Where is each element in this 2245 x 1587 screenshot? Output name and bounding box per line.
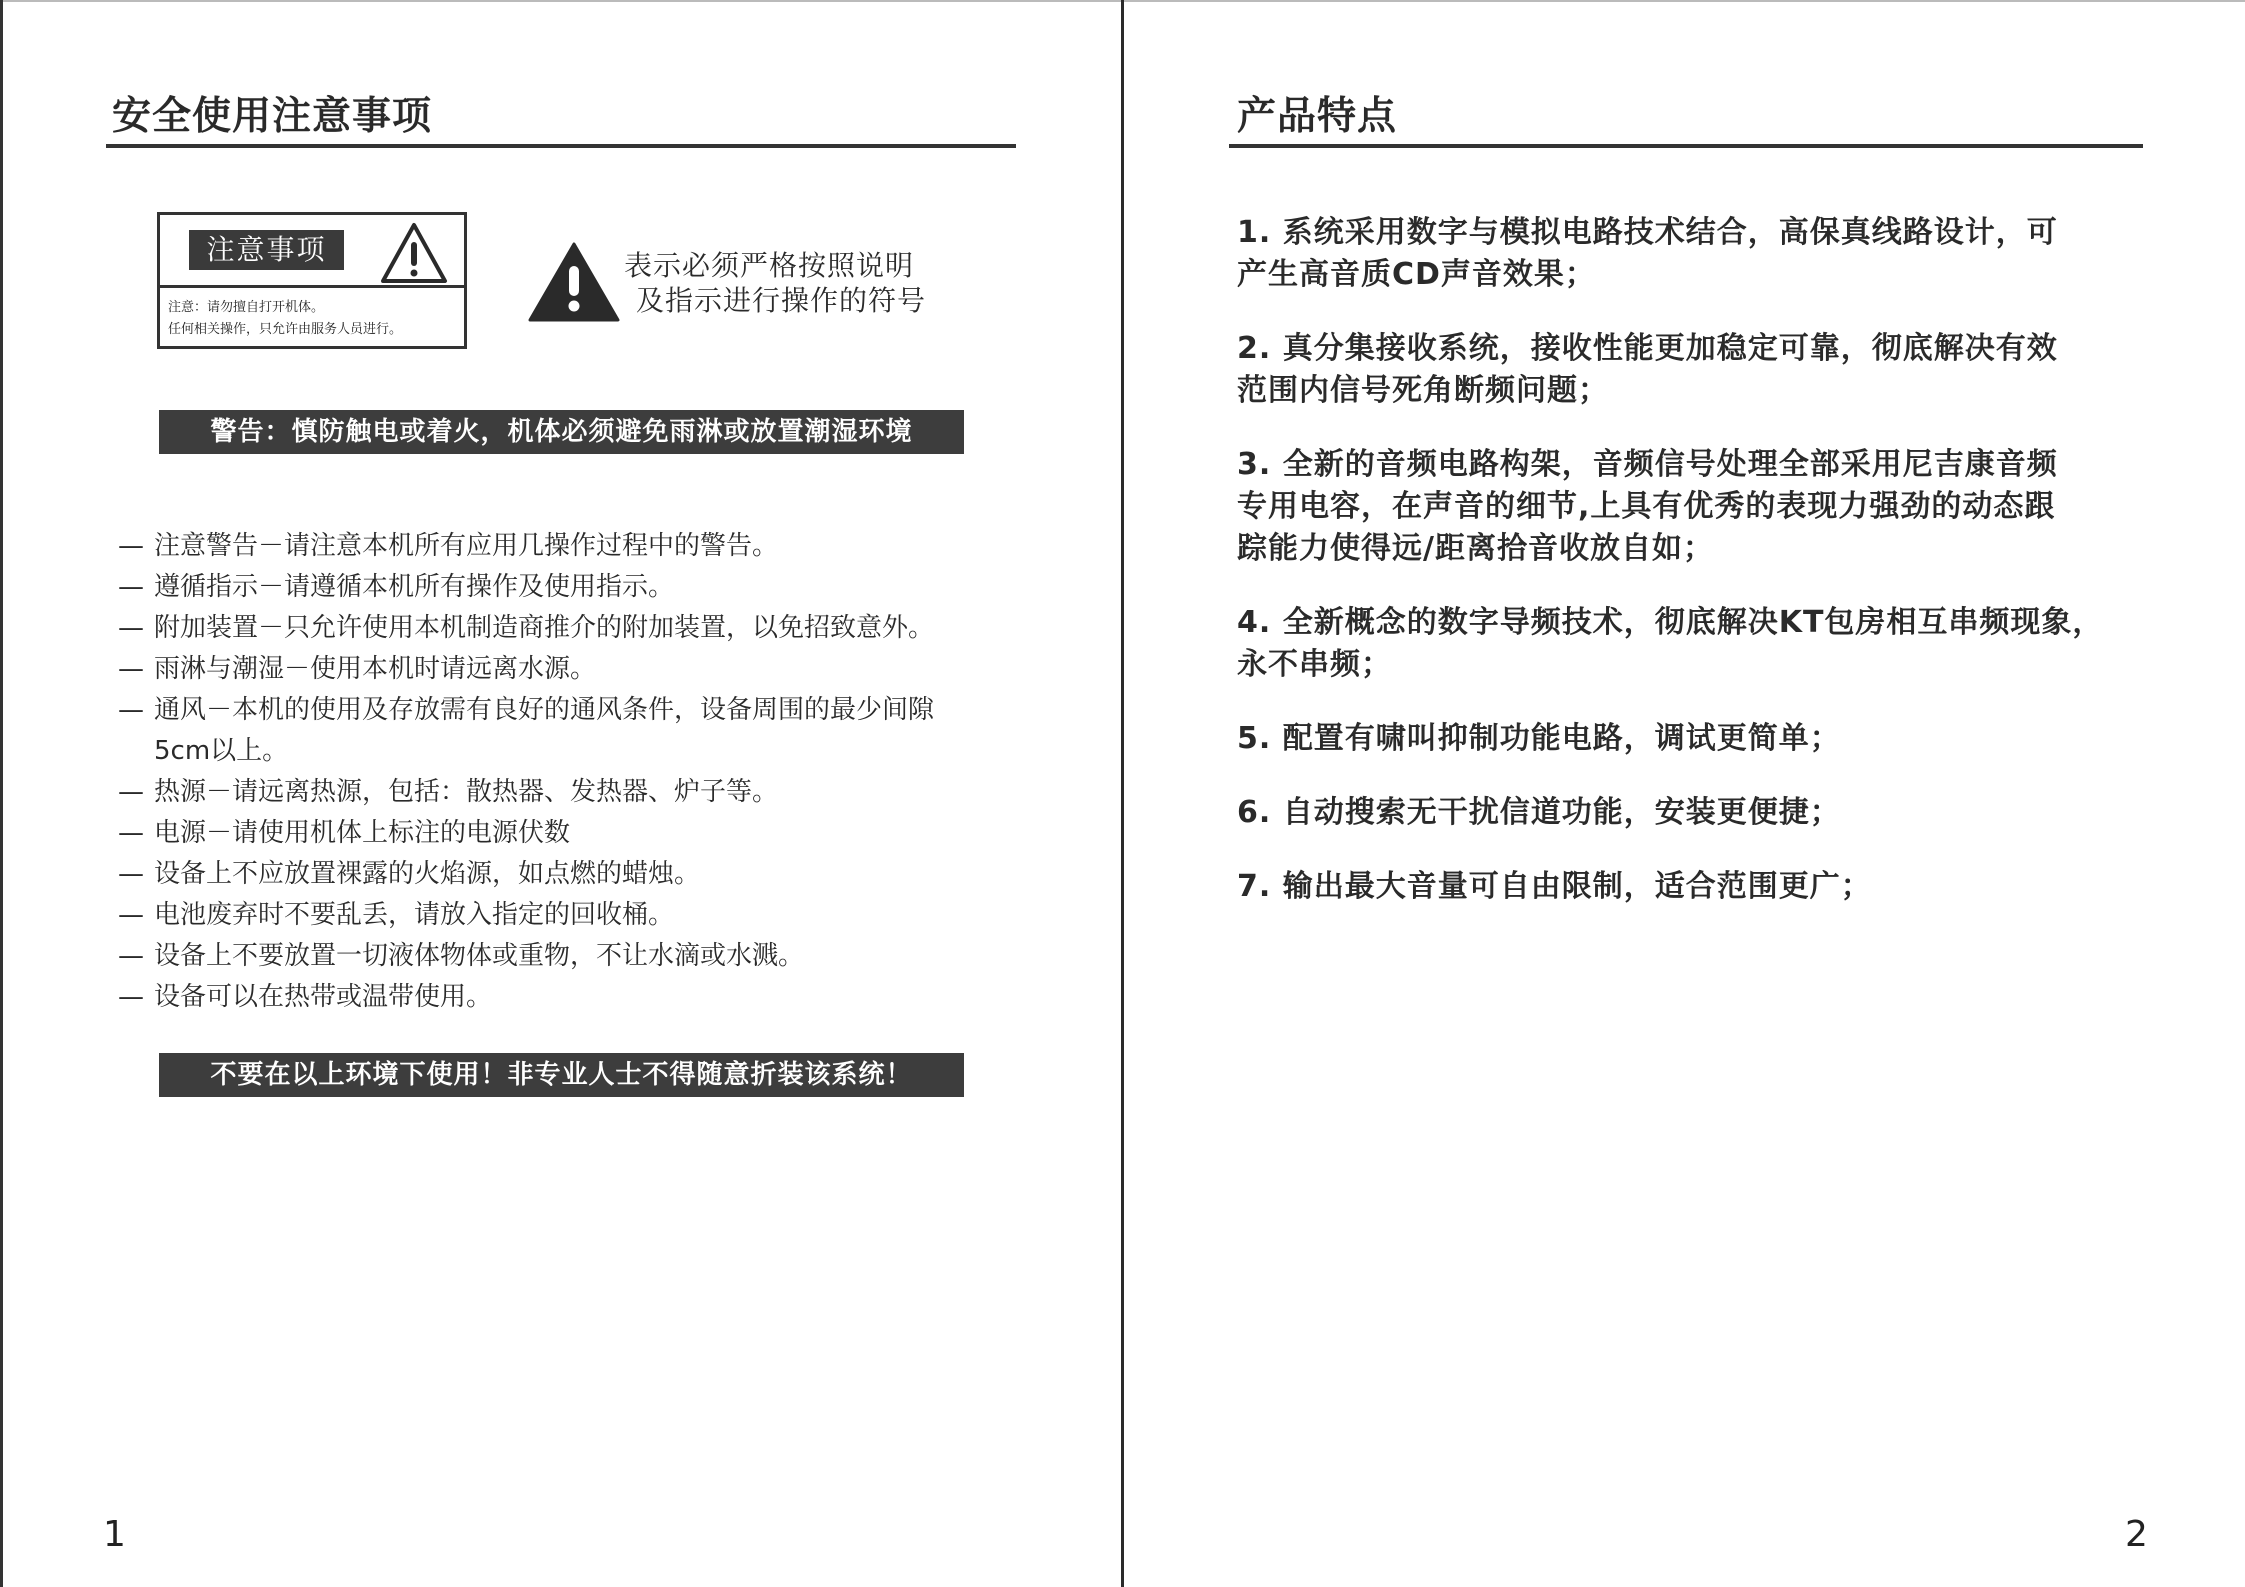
caution-label-box	[157, 212, 467, 349]
caution-line-1: 注意：请勿擅自打开机体。	[168, 300, 325, 315]
warning-symbol-icon	[528, 242, 620, 322]
bottom-warning-banner: 不要在以上环境下使用！非专业人士不得随意折装该系统！	[159, 1053, 964, 1097]
caution-separator	[160, 285, 464, 288]
notice-item: — 电池废弃时不要乱丢，请放入指定的回收桶。	[118, 900, 675, 930]
safety-title-rule	[106, 144, 1016, 148]
notice-list	[118, 526, 1018, 1018]
notice-item: — 电源－请使用机体上标注的电源伏数	[118, 818, 571, 848]
notice-item: — 遵循指示－请遵循本机所有操作及使用指示。	[118, 572, 675, 602]
page-number-right: 2	[2125, 1514, 2148, 1555]
notice-item: — 注意警告－请注意本机所有应用几操作过程中的警告。	[118, 531, 779, 561]
notice-item: — 设备可以在热带或温带使用。	[118, 982, 493, 1012]
notice-item: — 热源－请远离热源，包括：散热器、发热器、炉子等。	[118, 777, 779, 807]
symbol-description-line-1: 表示必须严格按照说明	[624, 249, 915, 282]
notice-item: — 通风－本机的使用及存放需有良好的通风条件，设备周围的最少间隙 5cm以上。	[118, 695, 935, 766]
notice-item: — 设备上不要放置一切液体物体或重物，不让水滴或水溅。	[118, 941, 805, 971]
left-page	[0, 0, 1121, 1587]
warning-banner: 警告：慎防触电或着火，机体必须避免雨淋或放置潮湿环境	[159, 410, 964, 454]
caution-tag: 注意事项	[189, 230, 344, 270]
safety-section-title: 安全使用注意事项	[112, 94, 433, 139]
page-number-left: 1	[103, 1514, 126, 1555]
symbol-description-line-2: 及指示进行操作的符号	[636, 284, 927, 317]
feature-item: 4. 全新概念的数字导频技术，彻底解决KT包房相互串频现象， 永不串频；	[1237, 605, 2104, 682]
feature-item: 5. 配置有啸叫抑制功能电路，调试更简单；	[1237, 721, 1841, 756]
feature-item: 7. 输出最大音量可自由限制，适合范围更广；	[1237, 869, 1872, 904]
caution-line-2: 任何相关操作，只允许由服务人员进行。	[168, 322, 403, 337]
feature-item: 3. 全新的音频电路构架，音频信号处理全部采用尼吉康音频 专用电容，在声音的细节,上具有优秀的表现力强劲的动态跟 踪能力使得远/距离拾音收放自如；	[1237, 447, 2058, 566]
caution-warning-icon	[380, 222, 448, 284]
feature-list	[1237, 212, 2167, 940]
features-section-title: 产品特点	[1237, 94, 1398, 139]
notice-item: — 附加装置－只允许使用本机制造商推介的附加装置，以免招致意外。	[118, 613, 935, 643]
feature-item: 6. 自动搜索无干扰信道功能，安装更便捷；	[1237, 795, 1841, 830]
feature-item: 2. 真分集接收系统，接收性能更加稳定可靠，彻底解决有效 范围内信号死角断频问题；	[1237, 331, 2058, 408]
notice-item: — 雨淋与潮湿－使用本机时请远离水源。	[118, 654, 597, 684]
symbol-description	[624, 248, 926, 318]
feature-item: 1. 系统采用数字与模拟电路技术结合，高保真线路设计，可 产生高音质CD声音效果；	[1237, 215, 2058, 292]
notice-item: — 设备上不应放置裸露的火焰源，如点燃的蜡烛。	[118, 859, 701, 889]
features-title-rule	[1229, 144, 2143, 148]
